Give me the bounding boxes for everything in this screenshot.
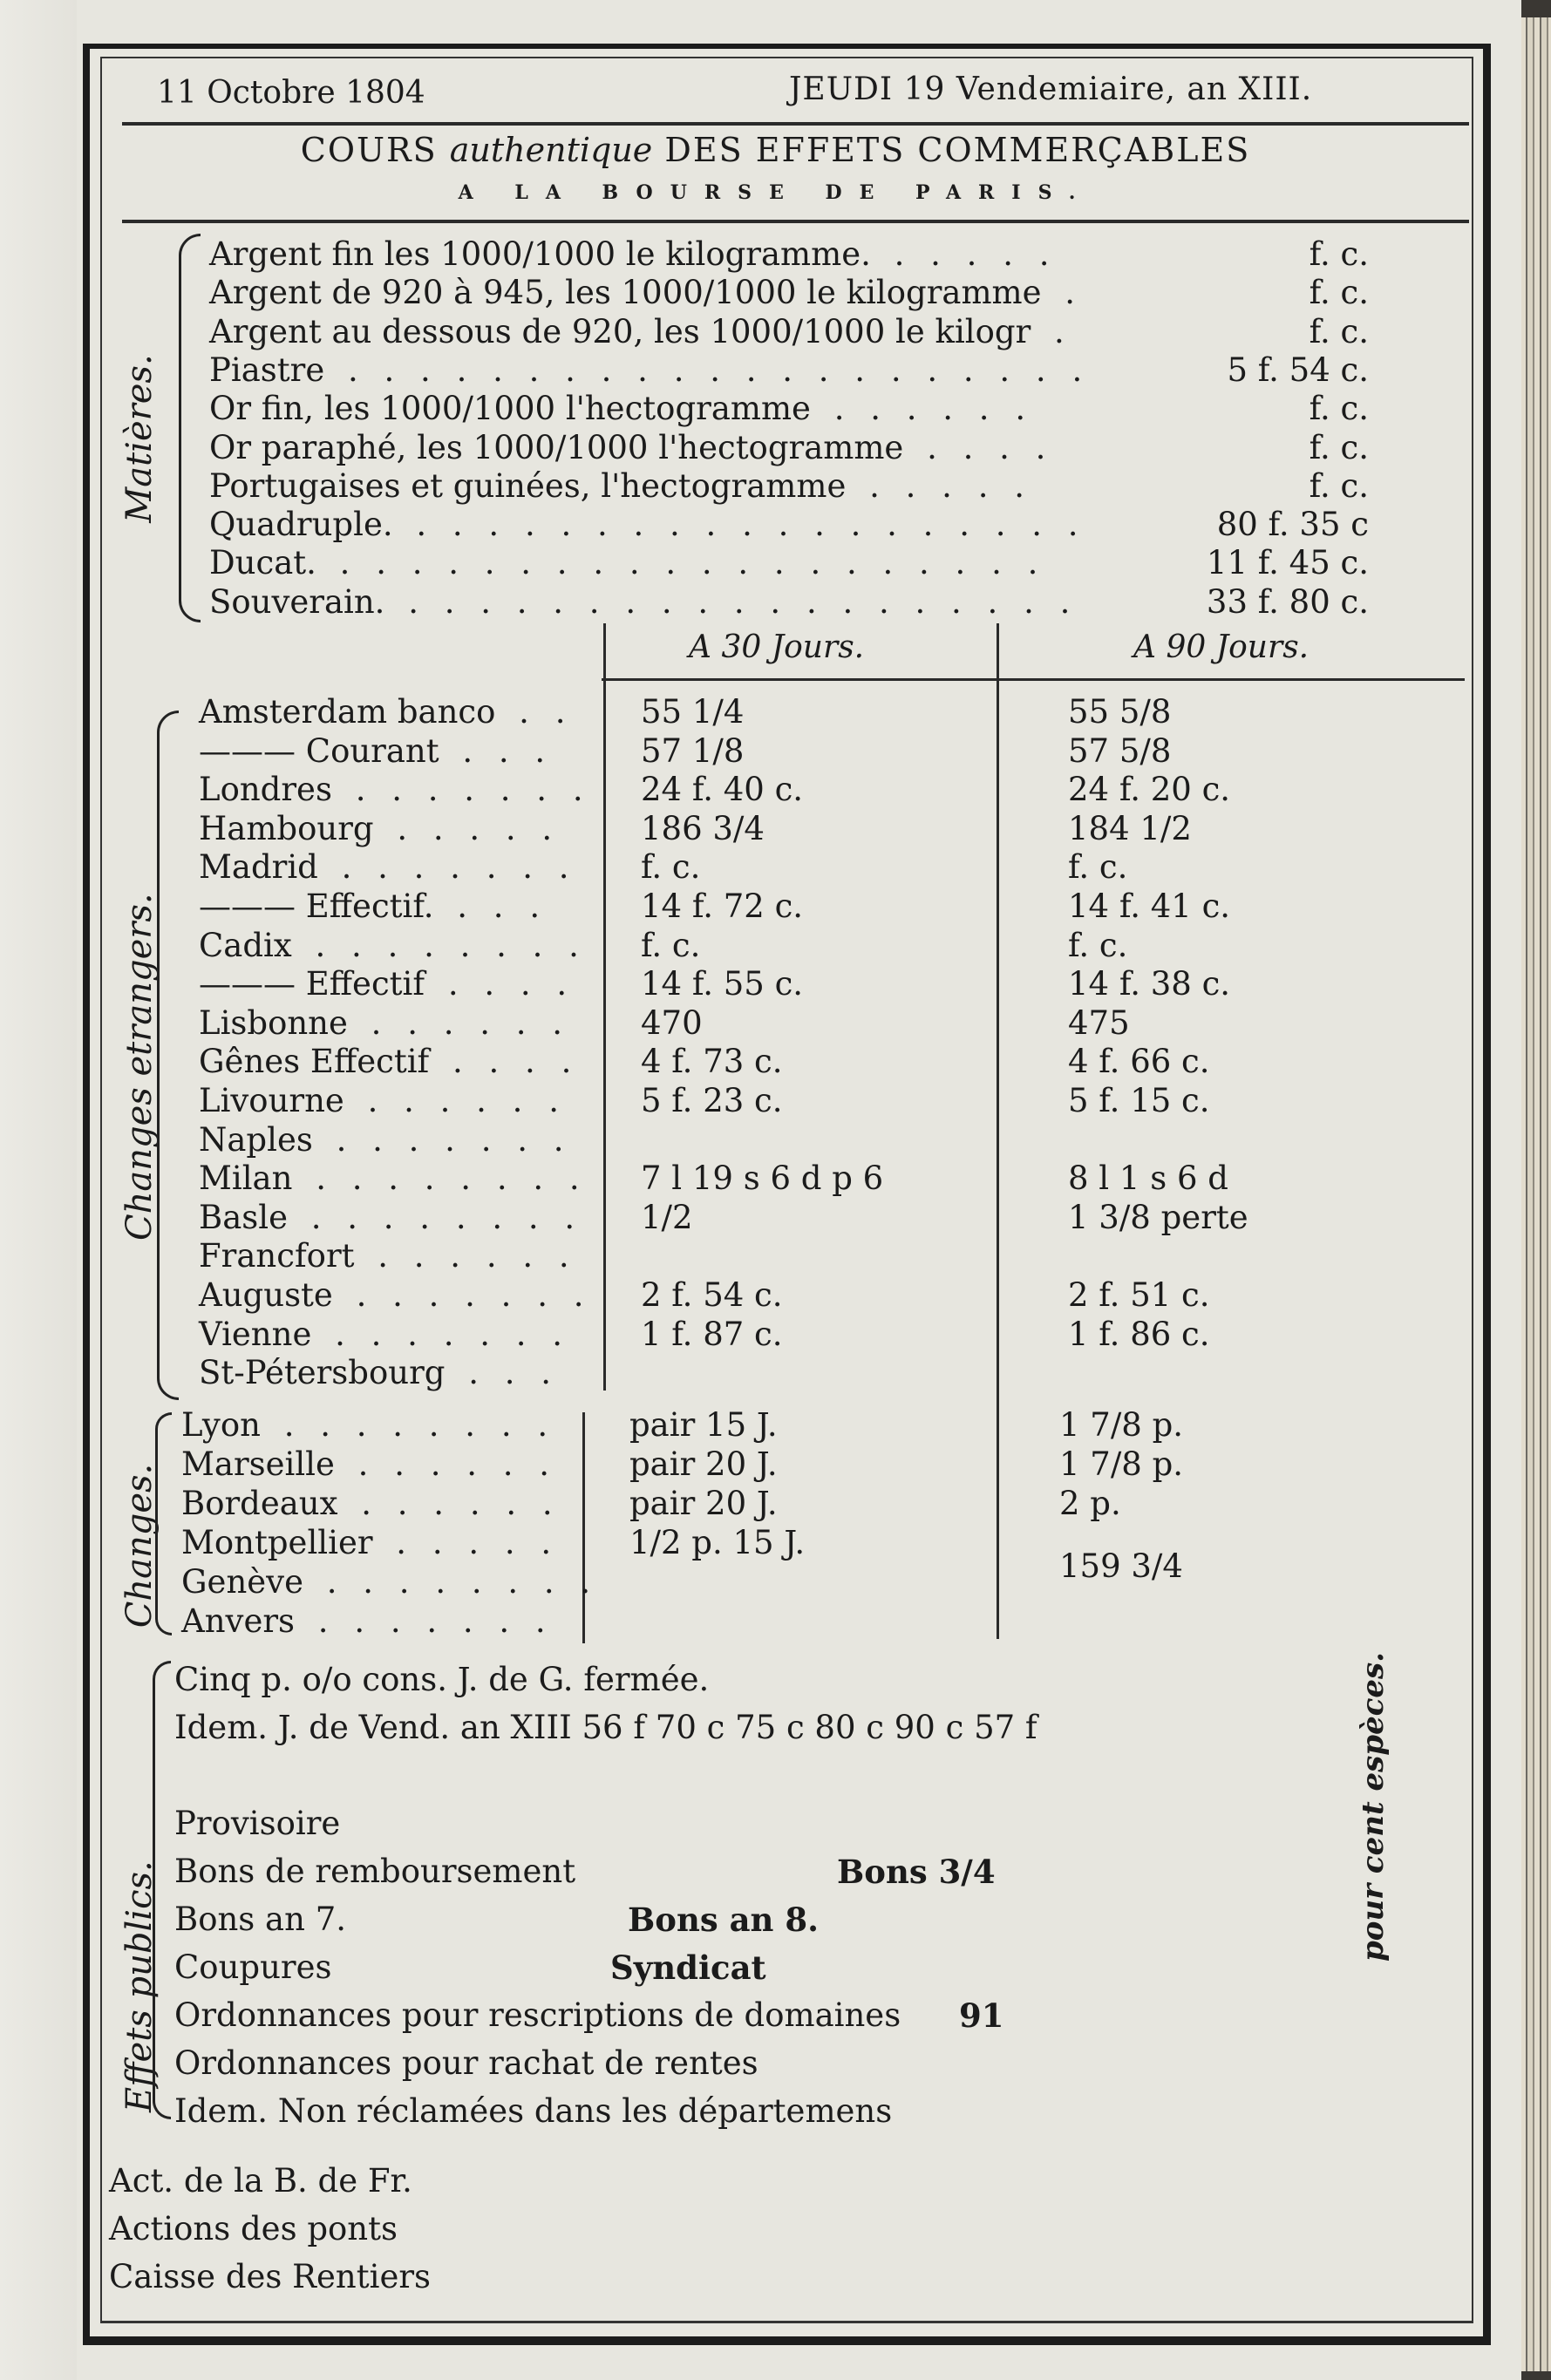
page-title [0,131,1551,169]
matiere-value: 80 f. 35 c [1216,506,1369,544]
matiere-row [209,313,1072,350]
matiere-row [209,467,1032,505]
side-note-pour-cent: pour cent espèces. [1356,1651,1391,1962]
rate-30-days: 186 3/4 [641,809,765,847]
leader-dots: . . . . . . [349,1082,567,1119]
matiere-label: Or fin, les 1000/1000 l'hectogramme [209,390,811,428]
foreign-exchange-row [199,771,591,808]
public-security-row: Provisoire [174,1805,341,1842]
leader-dots: . . . . . . . [300,1602,554,1640]
public-security-row: Ordonnances pour rescriptions de domaines [174,1996,901,2034]
column-divider-right [997,623,999,1639]
exchange-place: Francfort [199,1237,355,1275]
foreign-exchange-row [199,887,548,925]
rate-90-days: f. c. [1068,926,1128,964]
leader-dots: . . . . . . . . . . . . . . . . . . . [398,506,1086,544]
column-header-90-days: A 90 Jours. [1133,629,1310,665]
foreign-exchange-row [199,1004,570,1042]
public-security-row: Idem. Non réclamées dans les départemens [174,2092,893,2130]
public-security-price: 91 [959,1996,1004,2035]
public-security-price: Syndicat [610,1948,766,1987]
exchange-place: Vienne [199,1315,312,1353]
leader-dots: . . . . [430,965,575,1003]
footer-rentiers: Caisse des Rentiers [109,2258,432,2295]
leader-dots: . [1046,274,1084,312]
column-divider-left [603,623,606,1391]
rate-30-days: 1 f. 87 c. [641,1315,783,1353]
exchange-place: Basle [199,1198,288,1236]
section-changes: Changes. [119,1463,160,1629]
header-rule [122,122,1469,126]
matiere-row [209,583,1078,621]
exchange-place: ——— Effectif [199,965,425,1003]
section-changes-etrangers: Changes etrangers. [119,893,160,1241]
matiere-row [209,274,1083,311]
page-subtitle: A LA BOURSE DE PARIS. [458,181,1093,204]
exchange-place: Madrid [199,848,318,887]
matiere-value: f. c. [1309,466,1369,505]
rate-30-days: 2 f. 54 c. [641,1276,783,1314]
rate-90-days: 14 f. 41 c. [1068,887,1231,925]
foreign-exchange-row [199,1276,592,1314]
changes-brace [155,1412,172,1635]
rate-30-days: 7 l 19 s 6 d p 6 [641,1159,884,1198]
domestic-exchange-row [181,1406,555,1444]
public-security-row: Bons an 7. [174,1901,346,1938]
exchange-place: Milan [199,1159,293,1198]
domestic-exchange-row [181,1602,554,1640]
public-security-row: Ordonnances pour rachat de rentes [174,2044,758,2082]
foreign-exchange-row [199,810,560,847]
rate-30-days: 5 f. 23 c. [641,1082,783,1119]
foreign-exchange-row [199,1121,572,1159]
matiere-label: Argent au dessous de 920, les 1000/1000 le kilogr [209,312,1031,350]
matiere-row [209,351,1090,389]
rate-30-days: 4 f. 73 c. [641,1043,783,1081]
rate-90-days: 159 3/4 [1059,1547,1183,1585]
leader-dots: . . . . . . [352,1003,571,1042]
matiere-row [209,390,1033,427]
exchange-place: ——— Effectif. [199,887,434,925]
leader-dots: . . . . . . . . . . . . . . . . . . . [390,582,1078,621]
leader-dots: . . . . . [875,235,1058,273]
public-security-row: Idem. J. de Vend. an XIII 56 f 70 c 75 c 80 c 90 c 57 f [174,1709,1037,1746]
public-security-price: Bons an 8. [628,1901,819,1939]
rate-90-days: 1 f. 86 c. [1068,1315,1210,1353]
matiere-row [209,544,1045,581]
exchange-place: Lyon [181,1406,261,1444]
leader-dots: . . . . . . . . [265,1406,556,1444]
exchange-place: Anvers [181,1602,296,1640]
rate-30-days: 14 f. 72 c. [641,887,804,925]
matiere-row [209,429,1053,466]
leader-dots: . . . . . . . . . . . . . . . . . . . . [321,544,1046,582]
matiere-value: 5 f. 54 c. [1227,350,1369,389]
column-header-30-days: A 30 Jours. [689,629,865,665]
columns-header-rule [602,678,1465,681]
exchange-place: Cadix [199,926,292,964]
rate-90-days: 1 7/8 p. [1059,1445,1184,1483]
rate-30-days: 55 1/4 [641,693,745,731]
foreign-exchange-row [199,1354,559,1391]
rate-30-days: 57 1/8 [641,731,745,770]
section-effets-publics: Effets publics. [119,1860,160,2112]
leader-dots: . . . [444,731,554,770]
rate-90-days: 57 5/8 [1068,731,1172,770]
rate-90-days: 5 f. 15 c. [1068,1082,1210,1119]
matieres-brace [179,234,201,622]
foreign-exchange-row [199,1199,582,1236]
leader-dots: . . . . . . . [323,848,577,887]
section-matieres: Matières. [119,354,160,523]
matiere-value: f. c. [1309,390,1369,428]
leader-dots: . . . . . . [339,1445,558,1483]
foreign-exchange-row [199,1159,588,1197]
footer-bridge-shares: Actions des ponts [109,2210,398,2247]
rate-30-days: pair 20 J. [629,1485,778,1522]
matiere-row [209,235,1058,273]
exchange-place: Marseille [181,1445,335,1483]
exchange-place: Genève [181,1563,303,1601]
title-italic: authentique [449,131,653,169]
rate-90-days: 2 p. [1059,1485,1121,1522]
matiere-label: Ducat. [209,544,316,582]
matiere-row [209,506,1086,543]
rate-90-days: 14 f. 38 c. [1068,965,1231,1003]
exchange-place: Bordeaux [181,1485,338,1522]
changes-etrangers-brace [157,711,179,1400]
leader-dots: . [1036,312,1072,350]
title-part2: DES EFFETS COMMERÇABLES [664,131,1251,169]
matiere-label: Souverain. [209,582,385,621]
exchange-place: Londres [199,771,332,809]
rate-30-days: pair 20 J. [629,1445,778,1483]
leader-dots: . . . . . [378,809,561,847]
leader-dots: . . . . . . . . [297,1159,588,1198]
foreign-exchange-row [199,693,573,731]
rate-90-days: 55 5/8 [1068,693,1172,731]
date-gregorian: 11 Octobre 1804 [157,75,425,111]
rate-30-days: 1/2 p. 15 J. [629,1524,806,1561]
rate-90-days: f. c. [1068,848,1128,887]
exchange-place: Auguste [199,1276,333,1314]
rate-30-days: 14 f. 55 c. [641,965,804,1003]
exchange-place: Gênes Effectif [199,1043,430,1081]
matiere-value: f. c. [1309,428,1369,466]
matiere-label: Argent de 920 à 945, les 1000/1000 le kilogramme [209,274,1042,312]
foreign-exchange-row [199,1237,577,1275]
left-margin [0,0,77,2380]
title-part1: COURS [300,131,438,169]
domestic-exchange-row [181,1563,598,1601]
rate-90-days: 475 [1068,1003,1130,1042]
leader-dots: . . . . . . [359,1237,577,1275]
foreign-exchange-row [199,848,577,886]
leader-dots: . . [500,693,574,731]
leader-dots: . . . . . . . . [296,926,587,964]
exchange-place: St-Pétersbourg [199,1354,446,1392]
leader-dots: . . . . . . . [337,1276,592,1314]
foreign-exchange-row [199,1316,570,1353]
changes-divider-left [582,1412,585,1643]
exchange-place: Naples [199,1120,313,1159]
leader-dots: . . . . . . . [317,1120,572,1159]
rate-90-days: 2 f. 51 c. [1068,1276,1210,1314]
public-security-row: Cinq p. o/o cons. J. de G. fermée. [174,1661,710,1698]
matiere-value: f. c. [1309,235,1369,273]
leader-dots: . . . [439,887,548,925]
public-security-row: Coupures [174,1948,332,1986]
matiere-label: Portugaises et guinées, l'hectogramme [209,466,847,505]
foreign-exchange-row [199,965,575,1003]
leader-dots: . . . . . . . [316,1315,571,1353]
matiere-label: Quadruple. [209,506,393,544]
leader-dots: . . . . . . . [337,771,591,809]
domestic-exchange-row [181,1485,561,1522]
foreign-exchange-row [199,1043,579,1080]
rate-30-days: 1/2 [641,1198,693,1236]
date-republican: JEUDI 19 Vendemiaire, an XIII. [789,71,1313,107]
matiere-value: f. c. [1309,274,1369,312]
rate-30-days: f. c. [641,926,701,964]
domestic-exchange-row [181,1524,559,1561]
effets-publics-brace [153,1661,171,2119]
leader-dots: . . . . [434,1043,580,1081]
leader-dots: . . . . [908,428,1054,466]
public-security-price: Bons 3/4 [837,1853,996,1891]
rate-90-days: 8 l 1 s 6 d [1068,1159,1228,1198]
exchange-place: ——— Courant [199,731,439,770]
foreign-exchange-row [199,1082,567,1119]
leader-dots: . . . . . [851,466,1032,505]
public-security-row: Bons de remboursement [174,1853,576,1890]
matiere-label: Argent fin les 1000/1000 le kilogramme. [209,235,871,273]
foreign-exchange-row [199,927,587,964]
foreign-exchange-row [199,732,553,770]
exchange-place: Hambourg [199,809,374,847]
matiere-label: Piastre [209,350,325,389]
matiere-value: 33 f. 80 c. [1206,582,1369,621]
rate-90-days: 24 f. 20 c. [1068,771,1231,809]
matiere-label: Or paraphé, les 1000/1000 l'hectogramme [209,428,904,466]
leader-dots: . . . [450,1354,560,1392]
footer-bank-shares: Act. de la B. de Fr. [109,2162,412,2200]
rate-30-days: 470 [641,1003,703,1042]
leader-dots: . . . . . . [815,390,1034,428]
subtitle-rule [122,220,1469,223]
rate-90-days: 184 1/2 [1068,809,1192,847]
leader-dots: . . . . . [378,1524,560,1561]
leader-dots: . . . . . . . . [308,1563,599,1601]
domestic-exchange-row [181,1445,557,1483]
matiere-value: 11 f. 45 c. [1206,544,1369,582]
leader-dots: . . . . . . [343,1485,561,1522]
exchange-place: Montpellier [181,1524,373,1561]
rate-90-days: 1 3/8 perte [1068,1198,1248,1236]
rate-30-days: 24 f. 40 c. [641,771,804,809]
matiere-value: f. c. [1309,312,1369,350]
rate-90-days: 4 f. 66 c. [1068,1043,1210,1081]
rate-30-days: f. c. [641,848,701,887]
rate-30-days: pair 15 J. [629,1406,778,1444]
exchange-place: Livourne [199,1082,344,1119]
rate-90-days: 1 7/8 p. [1059,1406,1184,1444]
exchange-place: Lisbonne [199,1003,348,1042]
exchange-place: Amsterdam banco [199,693,496,731]
leader-dots: . . . . . . . . [292,1198,583,1236]
leader-dots: . . . . . . . . . . . . . . . . . . . . . [330,350,1091,389]
